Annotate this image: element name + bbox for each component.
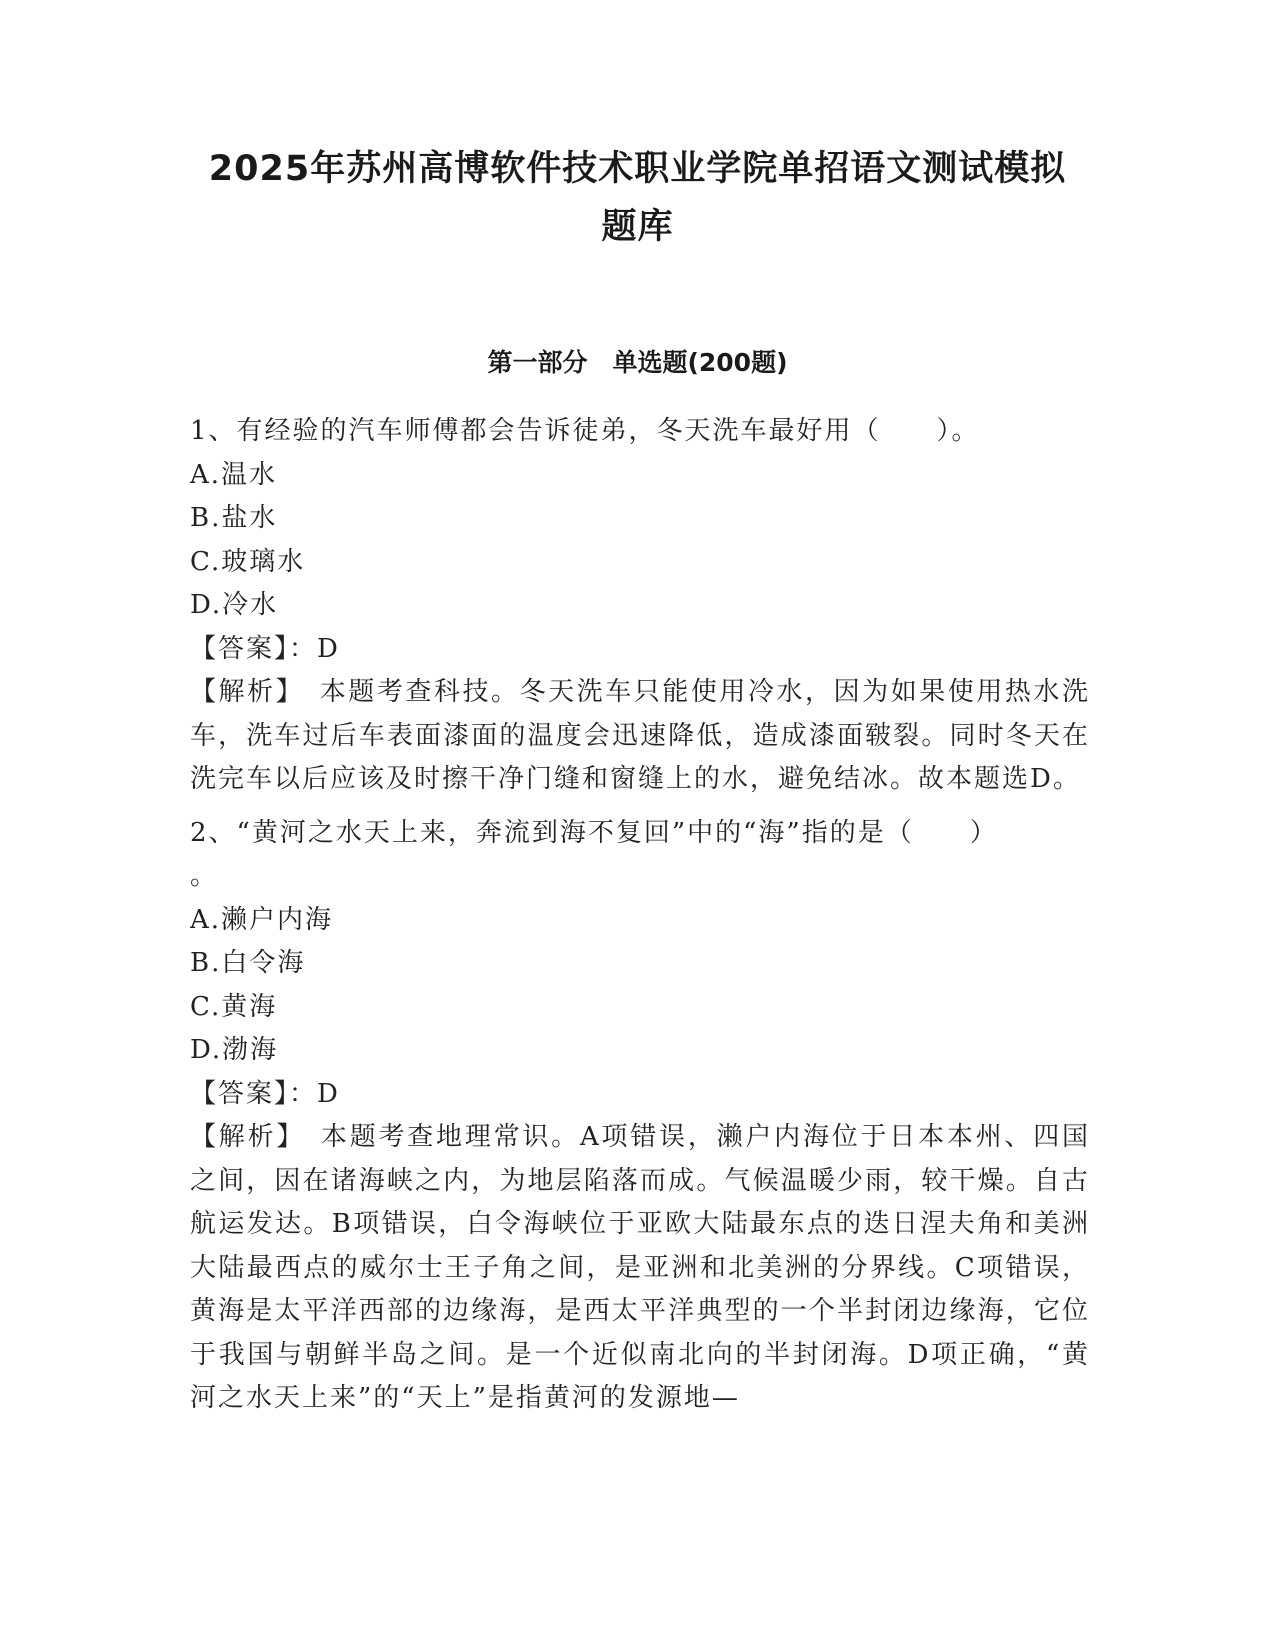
- question-1: [190, 410, 1090, 802]
- question-stem-tail: 。: [190, 861, 219, 891]
- analysis-text: 【解析】 本题考查地理常识。A项错误，濑户内海位于日本本州、四国之间，因在诸海峡之内，为地层陷落而成。气候温暖少雨，较干燥。自古航运发达。B项错误，白令海峡位于亚欧大陆最东点的迭日涅夫角和美洲大陆最西点的威尔士王子角之间，是亚洲和北美洲的分界线。C项错误，黄海是太平洋西部的边缘海，是西太平洋典型的一个半封闭边缘海，它位于我国与朝鲜半岛之间。是一个近似南北向的半封闭海。D项正确，“黄河之水天上来”的“天上”是指黄河的发源地—: [190, 1122, 1090, 1413]
- title-line-2: 题库: [601, 207, 674, 247]
- question-2: [190, 812, 1090, 1421]
- option-d: D.渤海: [190, 1035, 279, 1065]
- answer-line: 【答案】：D: [190, 633, 340, 664]
- answer-line: 【答案】：D: [190, 1078, 340, 1109]
- option-b: B.白令海: [190, 948, 306, 978]
- option-d: D.冷水: [190, 590, 279, 620]
- option-b: B.盐水: [190, 503, 278, 533]
- question-stem: 1、有经验的汽车师傅都会告诉徒弟，冬天洗车最好用（ ）。: [190, 416, 980, 446]
- section-heading: 第一部分 单选题(200题): [487, 348, 788, 377]
- option-a: A.温水: [190, 459, 278, 490]
- analysis-text: 【解析】 本题考查科技。冬天洗车只能使用冷水，因为如果使用热水洗车，洗车过后车表面漆面的温度会迅速降低，造成漆面皲裂。同时冬天在洗完车以后应该及时擦干净门缝和窗缝上的水，避免结冰。故本题选D。: [190, 677, 1090, 794]
- question-list: [190, 410, 1090, 1421]
- question-stem: 2、“黄河之水天上来，奔流到海不复回”中的“海”指的是（ ）: [190, 817, 998, 848]
- document-title: [180, 140, 1095, 256]
- option-a: A.濑户内海: [190, 904, 334, 935]
- option-c: C.玻璃水: [190, 546, 306, 577]
- title-line-1: 2025年苏州高博软件技术职业学院单招语文测试模拟: [208, 149, 1067, 189]
- option-c: C.黄海: [190, 991, 278, 1022]
